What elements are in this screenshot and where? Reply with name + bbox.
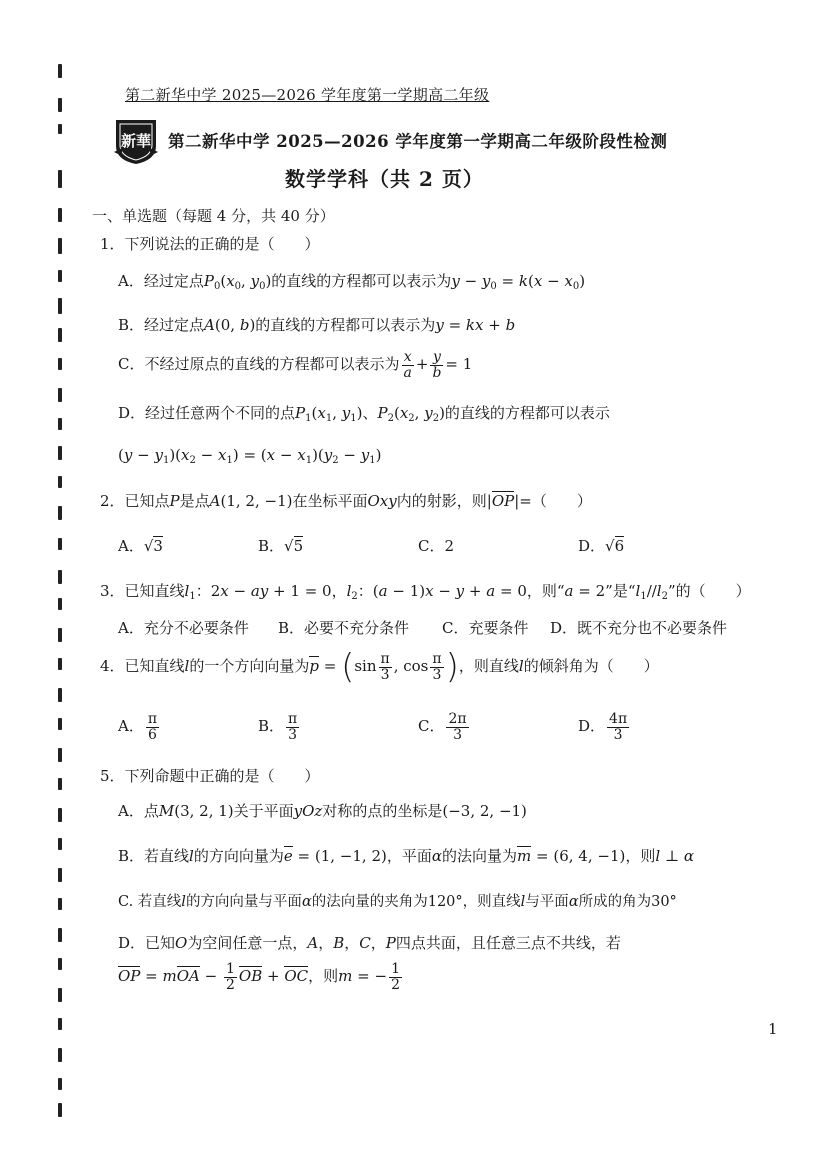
q5-b-mid3: 的法向量为 xyxy=(442,847,518,865)
q4-stem-end: 的倾斜角为（ ） xyxy=(523,657,659,675)
q5-option-c: C. 若直线l的方向向量与平面α的法向量的夹角为120°，则直线l与平面α所成的角为30° xyxy=(118,894,677,910)
q2-stem-pre: 2．已知点 xyxy=(100,492,170,510)
q5-option-b: B．若直线l的方向向量为e = (1, −1, 2)，平面α的法向量为m = (6, 4, −1)，则l ⊥ α xyxy=(118,847,694,865)
q2-c-label: C． xyxy=(418,537,445,555)
q5-c-mid2: 的法向量的夹角为120°，则直线 xyxy=(311,894,521,910)
q2-stem-mid: 是点 xyxy=(179,492,210,510)
q4-d-denominator: 3 xyxy=(613,726,623,743)
q2-stem-mid2: 在坐标平面 xyxy=(292,492,368,510)
q1-a-mid: 的直线的方程都可以表示为 xyxy=(271,272,452,290)
q4-option-d xyxy=(578,712,631,742)
q4-stem: 4．已知直线l的一个方向向量为p = (sin $\frac{\pi}{3}$ , cos $\frac{\pi}{3}$ )，则直线l的倾斜角为（ ） xyxy=(100,647,659,687)
q1-b-label: B． xyxy=(118,316,145,334)
q4-d-numerator: 4π xyxy=(609,711,628,727)
q5-c-mid3: 与平面 xyxy=(525,894,569,910)
q3-stem-quote: ”是“ xyxy=(605,582,636,600)
q3-option-b: B．必要不充分条件 xyxy=(278,619,410,637)
q2-option-d: D．√6 xyxy=(578,537,625,555)
q5-d-label: D． xyxy=(118,934,146,952)
q1-option-c: C．不经过原点的直线的方程都可以表示为 $\frac{x}{a}$ + $\frac{y}{b}$ = 1 xyxy=(118,349,473,381)
q1-b-text: 经过定点 xyxy=(144,316,205,334)
q4-b-denominator: 3 xyxy=(288,726,298,743)
q4-stem-pre: 4．已知直线 xyxy=(100,657,185,675)
q3-stem-post: ，则“ xyxy=(526,582,565,600)
q1-b-mid: 的直线的方程都可以表示为 xyxy=(255,316,436,334)
q2-c-value: 2 xyxy=(444,537,455,555)
q3-option-d: D．既不充分也不必要条件 xyxy=(550,619,728,637)
q4-d-label: D． xyxy=(578,717,606,736)
q4-a-label: A． xyxy=(118,717,144,736)
q4-a-denominator: 6 xyxy=(147,726,157,743)
q3-stem-mid: ， xyxy=(331,582,347,600)
q4-c-label: C． xyxy=(418,717,445,736)
q4-option-b xyxy=(258,712,301,742)
school-logo xyxy=(112,116,160,166)
q4-option-a xyxy=(118,712,161,742)
exam-title: 第二新华中学 2025—2026 学年度第一学期高二年级阶段性检测 xyxy=(168,132,668,151)
q1-d-label: D． xyxy=(118,404,146,422)
q5-b-text: 若直线 xyxy=(144,847,190,865)
top-title: 第二新华中学 2025—2026 学年度第一学期高二年级 xyxy=(125,86,490,104)
q5-d-mid2: 四点共面，且任意三点不共线，若 xyxy=(395,934,621,952)
q2-d-value: 6 xyxy=(614,537,625,555)
q2-b-value: 5 xyxy=(293,537,304,555)
q2-stem: 2．已知点P是点A(1, 2, −1)在坐标平面Oxy内的射影，则|OP|=（ ） xyxy=(100,492,592,510)
q1-option-a: A．经过定点$P_0(x_0$, $y_0$)的直线的方程都可以表示为$y - y_0 = k(x - x_0)$ xyxy=(118,272,586,292)
q5-a-label: A． xyxy=(118,802,144,820)
q4-option-c xyxy=(418,712,471,742)
q1-c-label: C． xyxy=(118,355,145,374)
q5-c-end: 所成的角为30° xyxy=(578,894,677,910)
q5-c-text: C. 若直线 xyxy=(118,894,182,910)
q2-option-a: A．√3 xyxy=(118,537,163,555)
q1-c-text: 不经过原点的直线的方程都可以表示为 xyxy=(144,355,400,374)
q3-stem: 3．已知直线$l_1$：2x − ay + 1 = 0，$l_2$：(a − 1)x − y + a = 0，则“a = 2”是“$l_1//l_2$”的（ ） xyxy=(100,582,751,602)
page-number: 1 xyxy=(768,1020,778,1038)
q2-stem-post: 内的射影，则 xyxy=(396,492,487,510)
binding-margin xyxy=(58,58,64,1118)
q3-option-a: A．充分不必要条件 xyxy=(118,619,249,637)
q3-stem-end: ”的（ ） xyxy=(667,582,751,600)
logo-text: 新華 xyxy=(120,132,151,150)
q5-b-mid2: ，平面 xyxy=(386,847,432,865)
q5-d-text: 已知 xyxy=(145,934,176,952)
q5-b-end: ，则 xyxy=(625,847,656,865)
q2-b-label: B． xyxy=(258,537,285,555)
q5-stem: 5．下列命题中正确的是（ ） xyxy=(100,767,320,785)
q4-c-denominator: 3 xyxy=(453,726,462,743)
q2-a-label: A． xyxy=(118,537,144,555)
q1-option-d: D．经过任意两个不同的点$P_1(x_1$, $y_1$)、$P_2(x_2$, $y_2$)的直线的方程都可以表示 xyxy=(118,404,610,424)
q4-stem-mid: 的一个方向向量为 xyxy=(189,657,310,675)
q1-option-b: B．经过定点A(0, b)的直线的方程都可以表示为y = kx + b xyxy=(118,316,516,334)
subject-title: 数学学科（共 2 页） xyxy=(285,167,484,191)
q5-d-end: ，则 xyxy=(308,967,339,986)
q5-a-mid: 关于平面 xyxy=(233,802,294,820)
q4-stem-post: ，则直线 xyxy=(458,657,519,675)
q5-d-mid: 为空间任意一点， xyxy=(187,934,308,952)
q1-a-text: 经过定点 xyxy=(143,272,204,290)
q5-c-mid: 的方向向量与平面 xyxy=(185,894,302,910)
q5-option-d: D．已知O为空间任意一点，A，B，C，P四点共面，且任意三点不共线，若 xyxy=(118,934,621,952)
q5-a-text: 点 xyxy=(143,802,159,820)
q1-d-mid: 的直线的方程都可以表示 xyxy=(444,404,610,422)
section-title: 一、单选题（每题 4 分，共 40 分） xyxy=(92,207,335,225)
q2-d-label: D． xyxy=(578,537,606,555)
q2-option-b: B．√5 xyxy=(258,537,304,555)
q1-a-label: A． xyxy=(118,272,144,290)
q4-c-numerator: 2π xyxy=(448,711,467,727)
q5-b-label: B． xyxy=(118,847,145,865)
q4-b-label: B． xyxy=(258,717,285,736)
q5-option-a: A．点M(3, 2, 1)关于平面yOz对称的点的坐标是(−3, 2, −1) xyxy=(118,802,527,820)
q3-option-c: C．充要条件 xyxy=(442,619,529,637)
q5-option-d-formula: OP = mOA − $\frac{1}{2}$ OB + OC，则m = − $\frac{1}{2}$ xyxy=(118,961,400,993)
q3-stem-pre: 3．已知直线 xyxy=(100,582,185,600)
q2-option-c xyxy=(418,535,454,556)
q4-a-numerator: π xyxy=(147,711,158,727)
q5-a-mid2: 对称的点的坐标是 xyxy=(322,802,443,820)
q2-stem-end: =（ ） xyxy=(519,492,592,510)
q2-a-value: 3 xyxy=(153,537,163,555)
q1-d-text: 经过任意两个不同的点 xyxy=(145,404,296,422)
q4-b-numerator: π xyxy=(288,711,298,727)
q1-option-d-formula: $(y - y_1)(x_2 - x_1) = (x - x_1)(y_2 - y_1)$ xyxy=(118,446,382,466)
q1-stem: 1．下列说法的正确的是（ ） xyxy=(100,235,320,253)
q5-b-mid: 的方向向量为 xyxy=(193,847,284,865)
